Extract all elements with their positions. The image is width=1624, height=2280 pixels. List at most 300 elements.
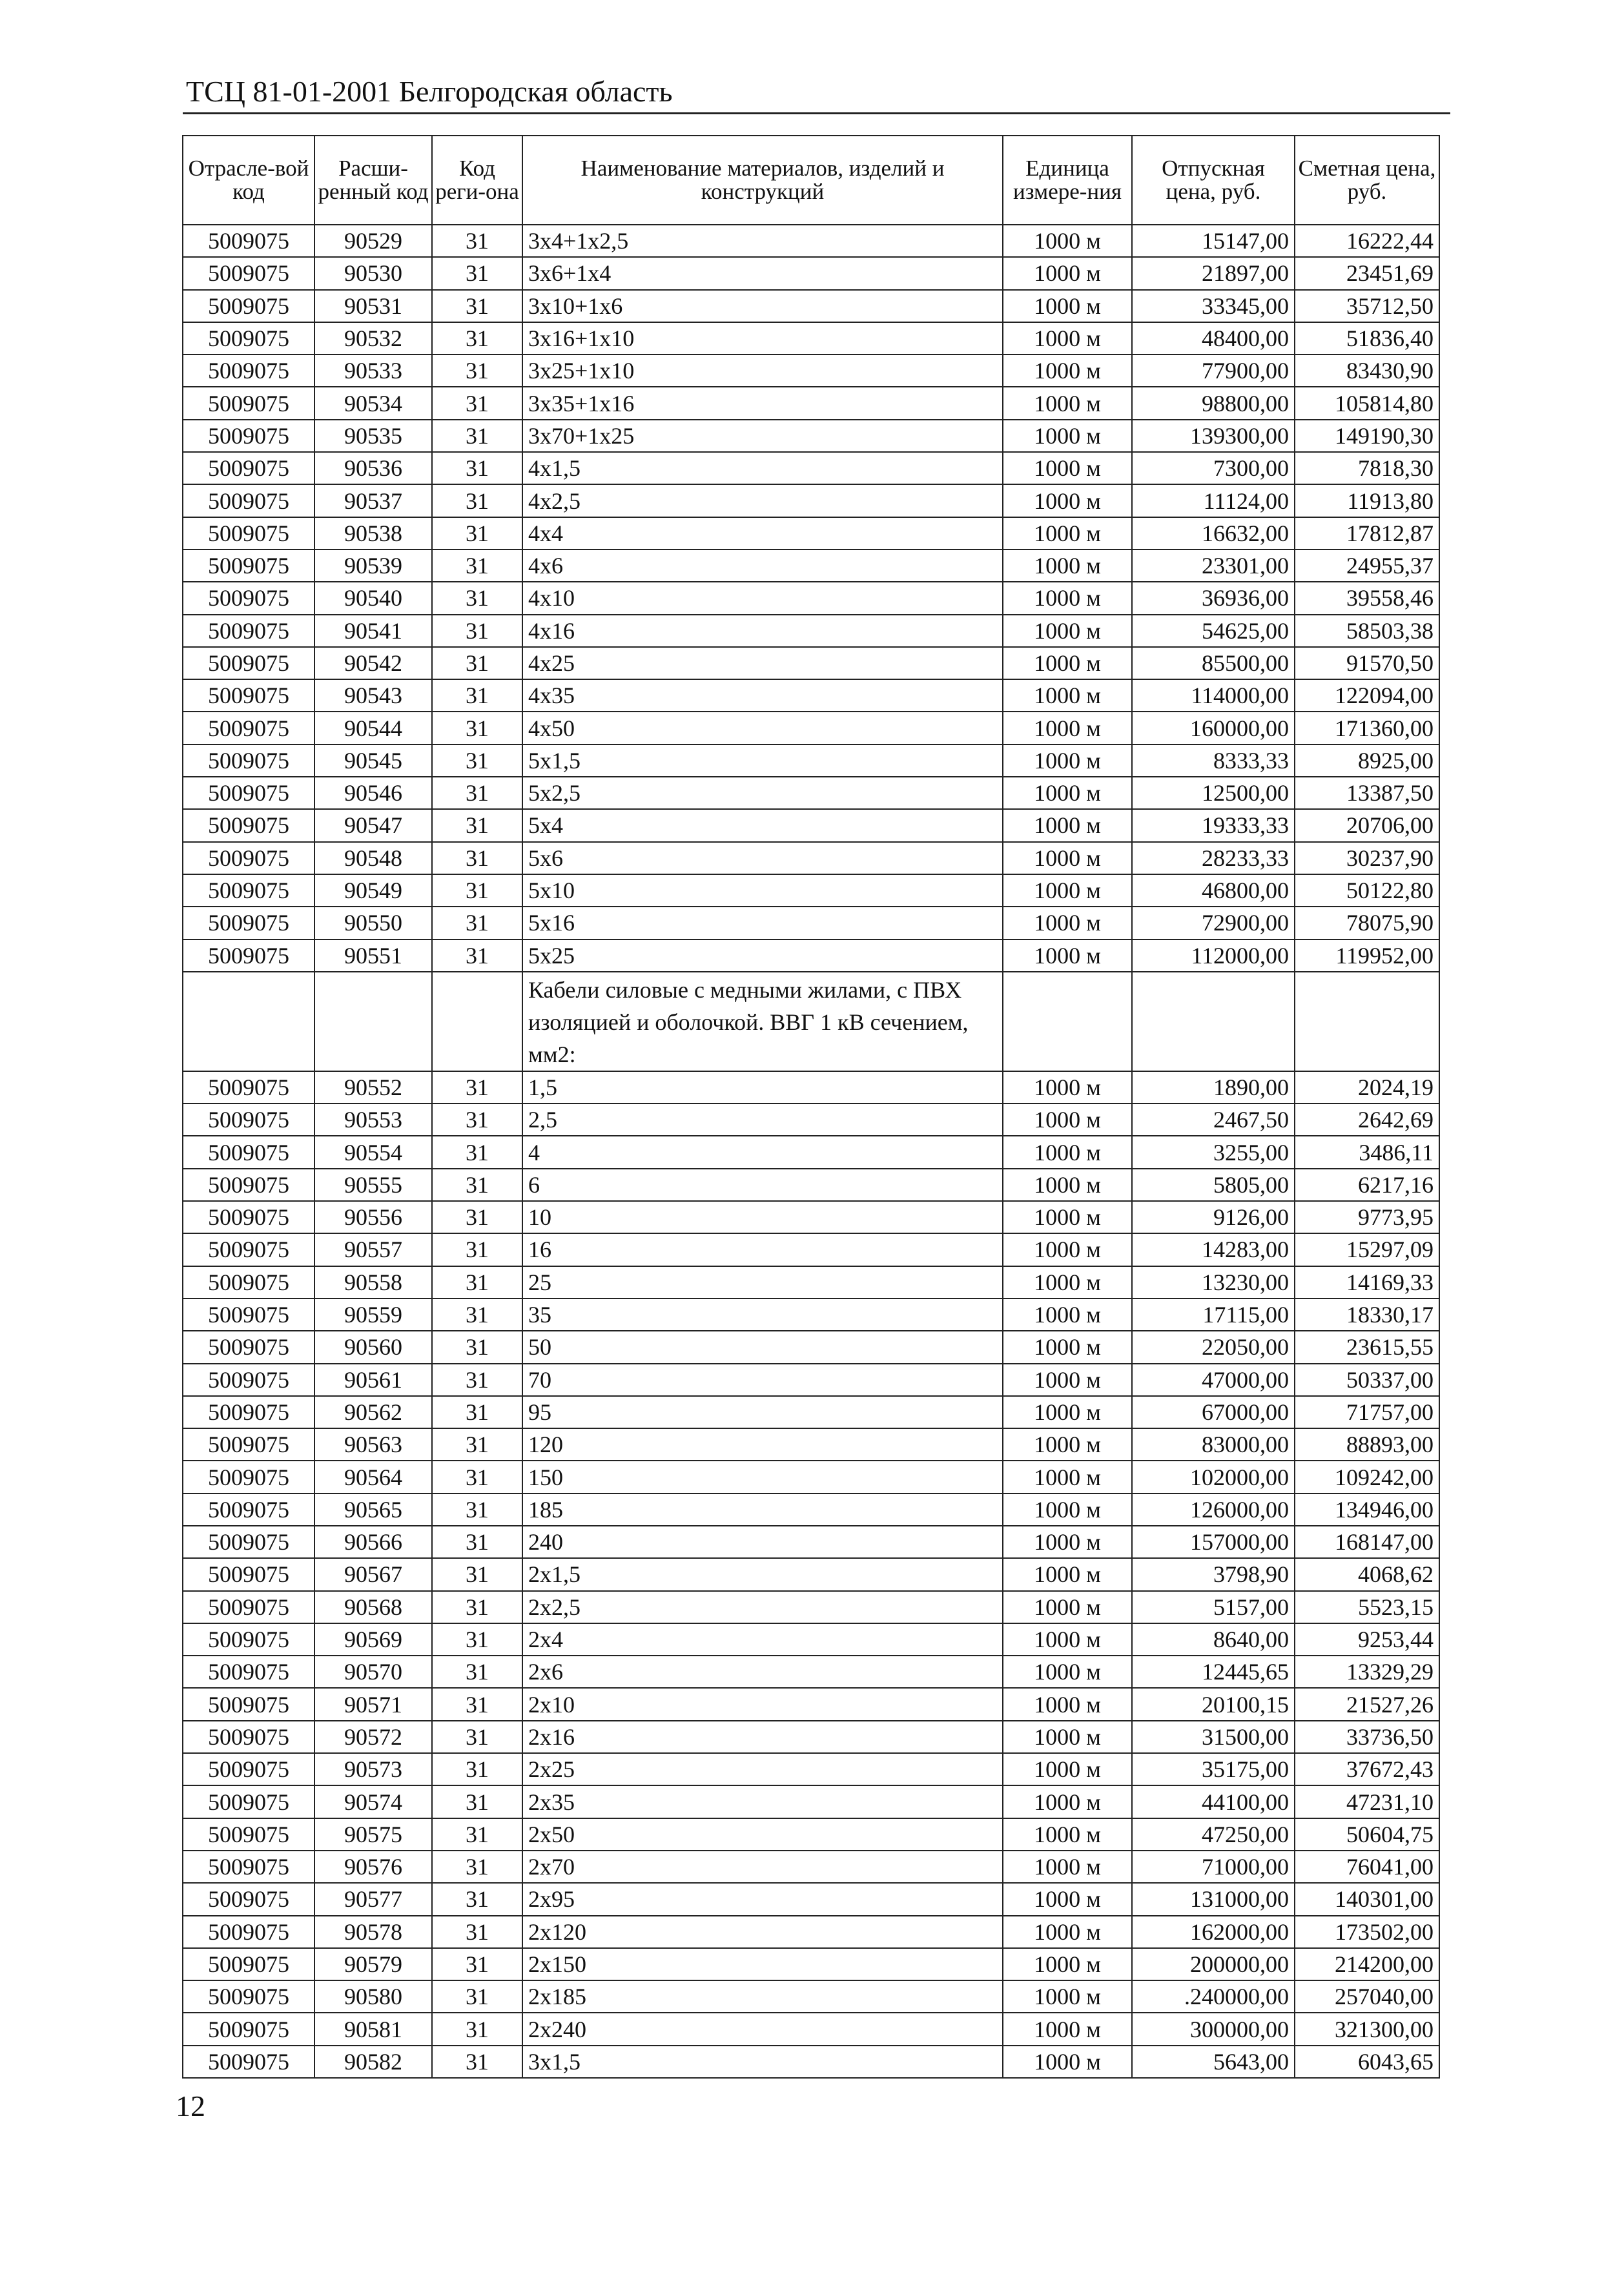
extended-code-cell: 90543 (314, 679, 432, 712)
unit-cell: 1000 м (1003, 1331, 1132, 1363)
industry-code-cell: 5009075 (183, 1104, 314, 1136)
estimate-price-cell: 5523,15 (1295, 1591, 1439, 1623)
unit-cell: 1000 м (1003, 1883, 1132, 1915)
industry-code-cell: 5009075 (183, 907, 314, 939)
material-name-cell: 3х16+1х10 (522, 322, 1003, 354)
industry-code-cell: 5009075 (183, 1136, 314, 1168)
unit-cell: 1000 м (1003, 1526, 1132, 1558)
estimate-price-cell: 88893,00 (1295, 1428, 1439, 1461)
estimate-price-cell: 23451,69 (1295, 257, 1439, 289)
region-code-cell: 31 (432, 745, 522, 777)
extended-code-cell: 90535 (314, 420, 432, 452)
extended-code-cell: 90565 (314, 1494, 432, 1526)
region-code-cell: 31 (432, 1331, 522, 1363)
unit-cell: 1000 м (1003, 290, 1132, 322)
extended-code-cell: 90570 (314, 1656, 432, 1688)
estimate-price-cell: 4068,62 (1295, 1558, 1439, 1590)
material-name-cell: 25 (522, 1266, 1003, 1299)
unit-cell: 1000 м (1003, 874, 1132, 907)
extended-code-cell (314, 972, 432, 1071)
industry-code-cell: 5009075 (183, 1851, 314, 1883)
region-code-cell: 31 (432, 582, 522, 614)
region-code-cell: 31 (432, 2013, 522, 2045)
region-code-cell: 31 (432, 1948, 522, 1980)
extended-code-cell: 90550 (314, 907, 432, 939)
table-row (183, 809, 1439, 841)
industry-code-cell: 5009075 (183, 1916, 314, 1948)
industry-code-cell: 5009075 (183, 1331, 314, 1363)
estimate-price-cell: 35712,50 (1295, 290, 1439, 322)
material-name-cell: 3х10+1х6 (522, 290, 1003, 322)
estimate-price-cell: 109242,00 (1295, 1461, 1439, 1493)
industry-code-cell: 5009075 (183, 2046, 314, 2078)
estimate-price-cell: 83430,90 (1295, 354, 1439, 387)
estimate-price-cell: 321300,00 (1295, 2013, 1439, 2045)
estimate-price-cell: 122094,00 (1295, 679, 1439, 712)
estimate-price-cell: 50337,00 (1295, 1364, 1439, 1396)
unit-cell: 1000 м (1003, 712, 1132, 744)
region-code-cell (432, 972, 522, 1071)
col-header-release-price: Отпускная цена, руб. (1132, 136, 1295, 225)
region-code-cell: 31 (432, 1526, 522, 1558)
material-name-cell: 5х4 (522, 809, 1003, 841)
region-code-cell: 31 (432, 387, 522, 419)
extended-code-cell: 90539 (314, 549, 432, 582)
release-price-cell: 162000,00 (1132, 1916, 1295, 1948)
material-name-cell: 4 (522, 1136, 1003, 1168)
release-price-cell: 12500,00 (1132, 777, 1295, 809)
unit-cell: 1000 м (1003, 1753, 1132, 1785)
region-code-cell: 31 (432, 452, 522, 484)
unit-cell: 1000 м (1003, 1136, 1132, 1168)
table-row (183, 745, 1439, 777)
table-row (183, 1980, 1439, 2013)
material-name-cell: 2,5 (522, 1104, 1003, 1136)
extended-code-cell: 90537 (314, 484, 432, 517)
estimate-price-cell: 257040,00 (1295, 1980, 1439, 2013)
industry-code-cell: 5009075 (183, 225, 314, 257)
region-code-cell: 31 (432, 484, 522, 517)
estimate-price-cell: 50122,80 (1295, 874, 1439, 907)
estimate-price-cell: 214200,00 (1295, 1948, 1439, 1980)
unit-cell: 1000 м (1003, 1428, 1132, 1461)
table-row (183, 1656, 1439, 1688)
release-price-cell: 98800,00 (1132, 387, 1295, 419)
estimate-price-cell: 8925,00 (1295, 745, 1439, 777)
estimate-price-cell: 168147,00 (1295, 1526, 1439, 1558)
extended-code-cell: 90545 (314, 745, 432, 777)
extended-code-cell: 90541 (314, 615, 432, 647)
unit-cell: 1000 м (1003, 777, 1132, 809)
material-name-cell: 2х150 (522, 1948, 1003, 1980)
release-price-cell: 9126,00 (1132, 1201, 1295, 1233)
unit-cell: 1000 м (1003, 809, 1132, 841)
release-price-cell: 35175,00 (1132, 1753, 1295, 1785)
table-row (183, 1299, 1439, 1331)
region-code-cell: 31 (432, 1461, 522, 1493)
table-row (183, 712, 1439, 744)
industry-code-cell: 5009075 (183, 1428, 314, 1461)
table-row (183, 679, 1439, 712)
material-name-cell: 3х6+1х4 (522, 257, 1003, 289)
estimate-price-cell: 51836,40 (1295, 322, 1439, 354)
table-row (183, 1753, 1439, 1785)
material-name-cell: 5х2,5 (522, 777, 1003, 809)
unit-cell: 1000 м (1003, 2046, 1132, 2078)
region-code-cell: 31 (432, 777, 522, 809)
estimate-price-cell: 2024,19 (1295, 1071, 1439, 1104)
release-price-cell: 157000,00 (1132, 1526, 1295, 1558)
material-name-cell: 3х25+1х10 (522, 354, 1003, 387)
extended-code-cell: 90548 (314, 842, 432, 874)
industry-code-cell: 5009075 (183, 1688, 314, 1720)
industry-code-cell: 5009075 (183, 1818, 314, 1851)
estimate-price-cell: 171360,00 (1295, 712, 1439, 744)
table-row (183, 582, 1439, 614)
release-price-cell: 47000,00 (1132, 1364, 1295, 1396)
table-row (183, 1851, 1439, 1883)
extended-code-cell: 90538 (314, 517, 432, 549)
table-row (183, 549, 1439, 582)
material-name-cell: 2х6 (522, 1656, 1003, 1688)
industry-code-cell: 5009075 (183, 1169, 314, 1201)
material-name-cell: 2х120 (522, 1916, 1003, 1948)
table-row (183, 1071, 1439, 1104)
region-code-cell: 31 (432, 1980, 522, 2013)
industry-code-cell: 5009075 (183, 1883, 314, 1915)
estimate-price-cell: 18330,17 (1295, 1299, 1439, 1331)
table-row (183, 420, 1439, 452)
table-row (183, 874, 1439, 907)
estimate-price-cell: 30237,90 (1295, 842, 1439, 874)
estimate-price-cell: 24955,37 (1295, 549, 1439, 582)
unit-cell: 1000 м (1003, 907, 1132, 939)
extended-code-cell: 90566 (314, 1526, 432, 1558)
release-price-cell: 11124,00 (1132, 484, 1295, 517)
industry-code-cell (183, 972, 314, 1071)
material-name-cell: 240 (522, 1526, 1003, 1558)
table-row (183, 354, 1439, 387)
extended-code-cell: 90544 (314, 712, 432, 744)
unit-cell: 1000 м (1003, 2013, 1132, 2045)
material-name-cell: 5х16 (522, 907, 1003, 939)
release-price-cell: 1890,00 (1132, 1071, 1295, 1104)
table-row (183, 2013, 1439, 2045)
industry-code-cell: 5009075 (183, 2013, 314, 2045)
unit-cell: 1000 м (1003, 1396, 1132, 1428)
table-row (183, 842, 1439, 874)
region-code-cell: 31 (432, 1916, 522, 1948)
unit-cell: 1000 м (1003, 1494, 1132, 1526)
material-name-cell: 70 (522, 1364, 1003, 1396)
region-code-cell: 31 (432, 549, 522, 582)
table-group-heading-row (183, 972, 1439, 1071)
region-code-cell: 31 (432, 647, 522, 679)
material-name-cell: 4х16 (522, 615, 1003, 647)
estimate-price-cell: 9773,95 (1295, 1201, 1439, 1233)
release-price-cell: 21897,00 (1132, 257, 1295, 289)
material-name-cell: 4х4 (522, 517, 1003, 549)
region-code-cell: 31 (432, 1785, 522, 1818)
release-price-cell: 5805,00 (1132, 1169, 1295, 1201)
region-code-cell: 31 (432, 420, 522, 452)
estimate-price-cell: 58503,38 (1295, 615, 1439, 647)
region-code-cell: 31 (432, 809, 522, 841)
industry-code-cell: 5009075 (183, 1494, 314, 1526)
material-name-cell: 4х2,5 (522, 484, 1003, 517)
table-row (183, 1688, 1439, 1720)
material-name-cell: 3х1,5 (522, 2046, 1003, 2078)
industry-code-cell: 5009075 (183, 1299, 314, 1331)
material-name-cell: 4х6 (522, 549, 1003, 582)
unit-cell: 1000 м (1003, 842, 1132, 874)
industry-code-cell: 5009075 (183, 582, 314, 614)
region-code-cell: 31 (432, 1494, 522, 1526)
unit-cell: 1000 м (1003, 1104, 1132, 1136)
material-name-cell: 2х2,5 (522, 1591, 1003, 1623)
release-price-cell: 131000,00 (1132, 1883, 1295, 1915)
material-name-cell: 95 (522, 1396, 1003, 1428)
unit-cell: 1000 м (1003, 1591, 1132, 1623)
material-name-cell: 16 (522, 1233, 1003, 1266)
region-code-cell: 31 (432, 1299, 522, 1331)
region-code-cell: 31 (432, 1558, 522, 1590)
extended-code-cell: 90532 (314, 322, 432, 354)
estimate-price-cell (1295, 972, 1439, 1071)
estimate-price-cell: 119952,00 (1295, 940, 1439, 972)
unit-cell: 1000 м (1003, 647, 1132, 679)
estimate-price-cell: 105814,80 (1295, 387, 1439, 419)
unit-cell: 1000 м (1003, 484, 1132, 517)
release-price-cell: 23301,00 (1132, 549, 1295, 582)
material-name-cell: 3х35+1х16 (522, 387, 1003, 419)
material-name-cell: 5х1,5 (522, 745, 1003, 777)
table-row (183, 517, 1439, 549)
extended-code-cell: 90540 (314, 582, 432, 614)
region-code-cell: 31 (432, 1721, 522, 1753)
table-row (183, 2046, 1439, 2078)
extended-code-cell: 90530 (314, 257, 432, 289)
industry-code-cell: 5009075 (183, 1948, 314, 1980)
industry-code-cell: 5009075 (183, 322, 314, 354)
unit-cell (1003, 972, 1132, 1071)
release-price-cell: 33345,00 (1132, 290, 1295, 322)
extended-code-cell: 90557 (314, 1233, 432, 1266)
industry-code-cell: 5009075 (183, 1526, 314, 1558)
material-name-cell: 2х35 (522, 1785, 1003, 1818)
price-table (182, 135, 1440, 2079)
extended-code-cell: 90571 (314, 1688, 432, 1720)
release-price-cell: 20100,15 (1132, 1688, 1295, 1720)
region-code-cell: 31 (432, 874, 522, 907)
release-price-cell: 67000,00 (1132, 1396, 1295, 1428)
material-name-cell: 6 (522, 1169, 1003, 1201)
material-name-cell: 2х1,5 (522, 1558, 1003, 1590)
table-row (183, 1364, 1439, 1396)
document-header: ТСЦ 81-01-2001 Белгородская область (186, 75, 673, 108)
release-price-cell: 126000,00 (1132, 1494, 1295, 1526)
unit-cell: 1000 м (1003, 1980, 1132, 2013)
industry-code-cell: 5009075 (183, 1721, 314, 1753)
release-price-cell: 17115,00 (1132, 1299, 1295, 1331)
industry-code-cell: 5009075 (183, 1233, 314, 1266)
table-row (183, 1591, 1439, 1623)
material-name-cell: 2х10 (522, 1688, 1003, 1720)
table-row (183, 1526, 1439, 1558)
release-price-cell: 102000,00 (1132, 1461, 1295, 1493)
industry-code-cell: 5009075 (183, 745, 314, 777)
material-name-cell: 10 (522, 1201, 1003, 1233)
material-name-cell: 2х16 (522, 1721, 1003, 1753)
release-price-cell: 3798,90 (1132, 1558, 1295, 1590)
release-price-cell: 112000,00 (1132, 940, 1295, 972)
release-price-cell: 139300,00 (1132, 420, 1295, 452)
page-number: 12 (176, 2090, 205, 2122)
extended-code-cell: 90582 (314, 2046, 432, 2078)
estimate-price-cell: 37672,43 (1295, 1753, 1439, 1785)
release-price-cell: 5157,00 (1132, 1591, 1295, 1623)
release-price-cell: 54625,00 (1132, 615, 1295, 647)
extended-code-cell: 90564 (314, 1461, 432, 1493)
extended-code-cell: 90553 (314, 1104, 432, 1136)
estimate-price-cell: 11913,80 (1295, 484, 1439, 517)
estimate-price-cell: 3486,11 (1295, 1136, 1439, 1168)
estimate-price-cell: 7818,30 (1295, 452, 1439, 484)
unit-cell: 1000 м (1003, 1688, 1132, 1720)
estimate-price-cell: 134946,00 (1295, 1494, 1439, 1526)
table-row (183, 1721, 1439, 1753)
region-code-cell: 31 (432, 1883, 522, 1915)
extended-code-cell: 90572 (314, 1721, 432, 1753)
extended-code-cell: 90578 (314, 1916, 432, 1948)
unit-cell: 1000 м (1003, 582, 1132, 614)
release-price-cell: 46800,00 (1132, 874, 1295, 907)
table-row (183, 290, 1439, 322)
material-name-cell: 2х25 (522, 1753, 1003, 1785)
table-row (183, 1494, 1439, 1526)
extended-code-cell: 90569 (314, 1623, 432, 1656)
industry-code-cell: 5009075 (183, 1623, 314, 1656)
material-name-cell: 3х70+1х25 (522, 420, 1003, 452)
material-name-cell: 2х70 (522, 1851, 1003, 1883)
table-row (183, 257, 1439, 289)
table-row (183, 1916, 1439, 1948)
region-code-cell: 31 (432, 1623, 522, 1656)
region-code-cell: 31 (432, 290, 522, 322)
region-code-cell: 31 (432, 322, 522, 354)
release-price-cell: 28233,33 (1132, 842, 1295, 874)
extended-code-cell: 90560 (314, 1331, 432, 1363)
unit-cell: 1000 м (1003, 1623, 1132, 1656)
release-price-cell: 12445,65 (1132, 1656, 1295, 1688)
extended-code-cell: 90562 (314, 1396, 432, 1428)
release-price-cell: 5643,00 (1132, 2046, 1295, 2078)
estimate-price-cell: 15297,09 (1295, 1233, 1439, 1266)
release-price-cell: .240000,00 (1132, 1980, 1295, 2013)
table-row (183, 907, 1439, 939)
industry-code-cell: 5009075 (183, 1364, 314, 1396)
table-row (183, 615, 1439, 647)
estimate-price-cell: 78075,90 (1295, 907, 1439, 939)
region-code-cell: 31 (432, 907, 522, 939)
unit-cell: 1000 м (1003, 1299, 1132, 1331)
table-row (183, 1948, 1439, 1980)
col-header-estimate-price: Сметная цена, руб. (1295, 136, 1439, 225)
extended-code-cell: 90533 (314, 354, 432, 387)
unit-cell: 1000 м (1003, 1656, 1132, 1688)
region-code-cell: 31 (432, 1818, 522, 1851)
industry-code-cell: 5009075 (183, 1201, 314, 1233)
release-price-cell: 71000,00 (1132, 1851, 1295, 1883)
region-code-cell: 31 (432, 2046, 522, 2078)
material-name-cell: 35 (522, 1299, 1003, 1331)
estimate-price-cell: 33736,50 (1295, 1721, 1439, 1753)
extended-code-cell: 90542 (314, 647, 432, 679)
region-code-cell: 31 (432, 1753, 522, 1785)
table-row (183, 387, 1439, 419)
region-code-cell: 31 (432, 1591, 522, 1623)
extended-code-cell: 90577 (314, 1883, 432, 1915)
estimate-price-cell: 149190,30 (1295, 420, 1439, 452)
industry-code-cell: 5009075 (183, 420, 314, 452)
col-header-unit: Единица измере-ния (1003, 136, 1132, 225)
estimate-price-cell: 6217,16 (1295, 1169, 1439, 1201)
table-row (183, 1558, 1439, 1590)
industry-code-cell: 5009075 (183, 1656, 314, 1688)
col-header-material-name: Наименование материалов, изделий и конструкций (522, 136, 1003, 225)
material-name-cell: 50 (522, 1331, 1003, 1363)
material-name-cell: 2х4 (522, 1623, 1003, 1656)
industry-code-cell: 5009075 (183, 1558, 314, 1590)
table-row (183, 1883, 1439, 1915)
extended-code-cell: 90529 (314, 225, 432, 257)
region-code-cell: 31 (432, 1851, 522, 1883)
unit-cell: 1000 м (1003, 940, 1132, 972)
industry-code-cell: 5009075 (183, 1266, 314, 1299)
industry-code-cell: 5009075 (183, 290, 314, 322)
estimate-price-cell: 173502,00 (1295, 1916, 1439, 1948)
region-code-cell: 31 (432, 1104, 522, 1136)
release-price-cell: 48400,00 (1132, 322, 1295, 354)
region-code-cell: 31 (432, 842, 522, 874)
unit-cell: 1000 м (1003, 1071, 1132, 1104)
material-name-cell: 2х185 (522, 1980, 1003, 2013)
material-name-cell: 5х25 (522, 940, 1003, 972)
release-price-cell (1132, 972, 1295, 1071)
table-row (183, 322, 1439, 354)
release-price-cell: 160000,00 (1132, 712, 1295, 744)
extended-code-cell: 90551 (314, 940, 432, 972)
industry-code-cell: 5009075 (183, 484, 314, 517)
release-price-cell: 77900,00 (1132, 354, 1295, 387)
extended-code-cell: 90567 (314, 1558, 432, 1590)
industry-code-cell: 5009075 (183, 647, 314, 679)
col-header-industry-code: Отрасле-вой код (183, 136, 314, 225)
table-row (183, 1266, 1439, 1299)
unit-cell: 1000 м (1003, 225, 1132, 257)
estimate-price-cell: 71757,00 (1295, 1396, 1439, 1428)
industry-code-cell: 5009075 (183, 549, 314, 582)
material-name-cell: 2х50 (522, 1818, 1003, 1851)
industry-code-cell: 5009075 (183, 842, 314, 874)
material-name-cell: 4х1,5 (522, 452, 1003, 484)
release-price-cell: 14283,00 (1132, 1233, 1295, 1266)
unit-cell: 1000 м (1003, 1169, 1132, 1201)
table-row (183, 1818, 1439, 1851)
unit-cell: 1000 м (1003, 257, 1132, 289)
region-code-cell: 31 (432, 615, 522, 647)
extended-code-cell: 90574 (314, 1785, 432, 1818)
